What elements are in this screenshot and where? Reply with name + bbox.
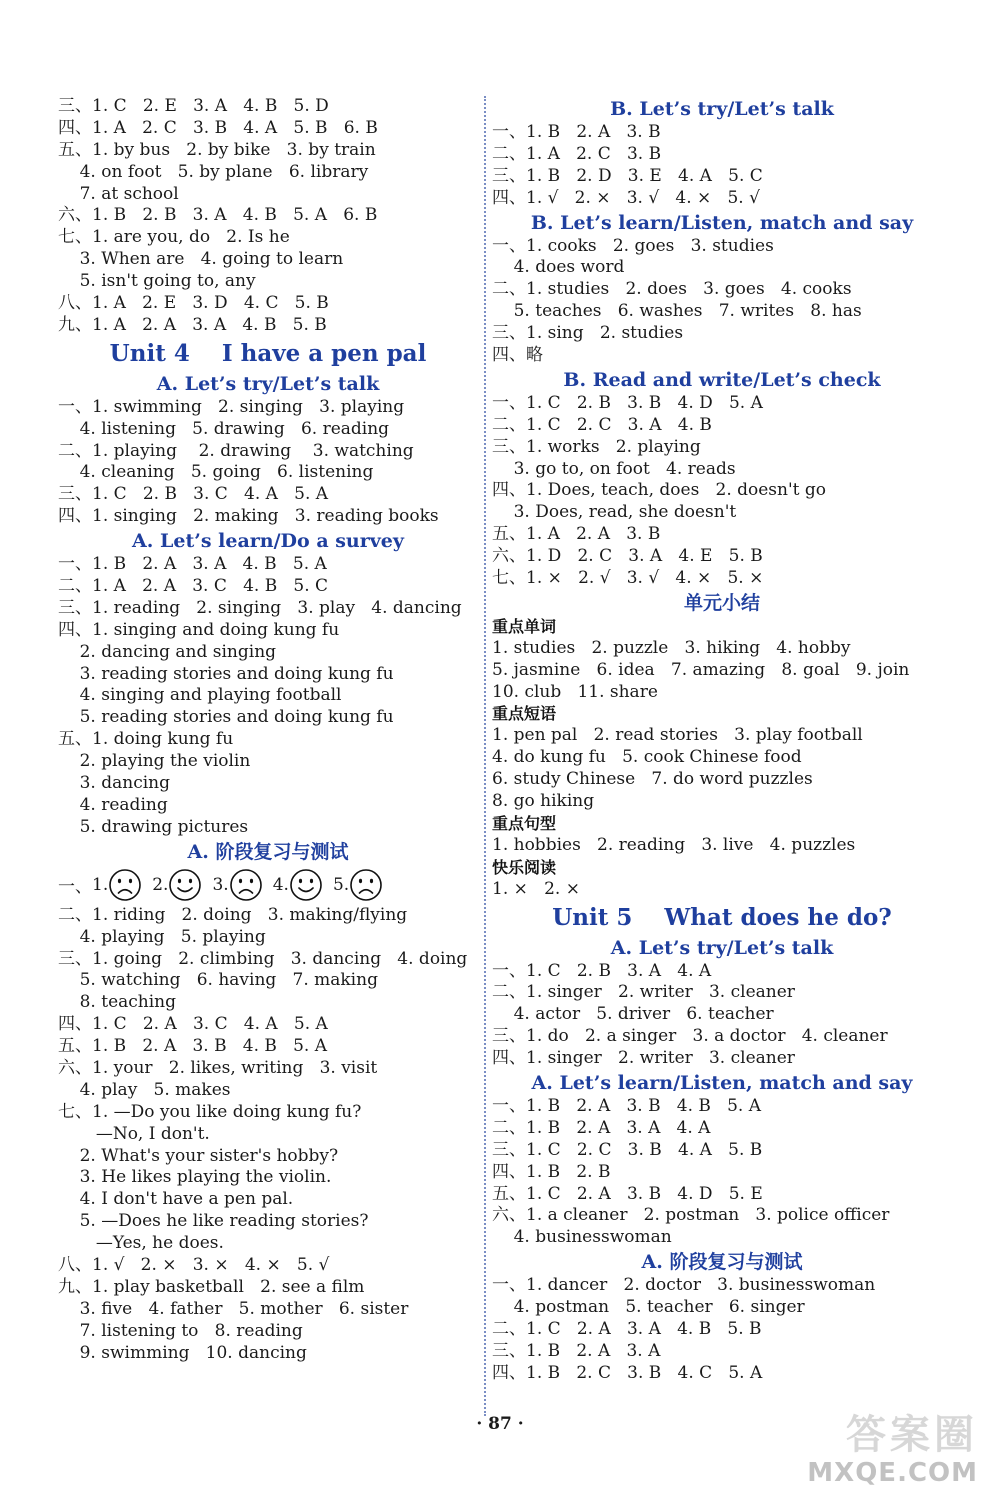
sad-face-icon: [229, 868, 263, 902]
subsection-heading: 重点句型: [492, 813, 557, 833]
answer-line: 4. listening 5. drawing 6. reading: [58, 418, 390, 439]
item-number: 5.: [332, 874, 350, 895]
column-divider: [484, 96, 486, 1416]
sad-face-icon: [108, 868, 142, 902]
answer-line: 6. study Chinese 7. do word puzzles: [492, 769, 813, 790]
answer-line: 1. studies 2. puzzle 3. hiking 4. hobby: [492, 637, 851, 658]
face-answer: [212, 868, 262, 902]
answer-line: 二、1. studies 2. does 3. goes 4. cooks: [492, 279, 852, 300]
answer-line: 四、1. Does, teach, does 2. doesn't go: [492, 480, 826, 501]
answer-line: 4. play 5. makes: [58, 1079, 231, 1100]
answer-line: 4. cleaning 5. going 6. listening: [58, 462, 374, 483]
section-heading: A. Let’s try/Let’s talk: [156, 372, 380, 395]
answer-line: 三、1. going 2. climbing 3. dancing 4. doing: [58, 948, 468, 969]
answer-line: 3. He likes playing the violin.: [58, 1167, 332, 1188]
answer-line: 四、1. B 2. C 3. B 4. C 5. A: [492, 1362, 763, 1383]
answer-line: 七、1. × 2. √ 3. √ 4. × 5. ×: [492, 568, 764, 589]
watermark-url: MXQE.COM: [807, 1458, 978, 1488]
answer-line: 三、1. C 2. B 3. C 4. A 5. A: [58, 484, 329, 505]
answer-line: 4. do kung fu 5. cook Chinese food: [492, 747, 802, 768]
left-column: [58, 96, 478, 1364]
answer-line: 8. teaching: [58, 992, 177, 1013]
answer-line: 5. isn't going to, any: [58, 271, 256, 292]
answer-line: 10. club 11. share: [492, 681, 658, 702]
answer-line: 1. hobbies 2. reading 3. live 4. puzzles: [492, 834, 856, 855]
answer-line: 一、1. C 2. B 3. B 4. D 5. A: [492, 392, 763, 413]
subsection-heading: 重点单词: [492, 616, 557, 636]
answer-line: 三、1. C 2. E 3. A 4. B 5. D: [58, 96, 329, 116]
answer-line: 2. dancing and singing: [58, 641, 277, 662]
answer-line: 4. reading: [58, 794, 168, 815]
answer-line: 五、1. A 2. A 3. B: [492, 524, 661, 545]
answer-line: 5. watching 6. having 7. making: [58, 970, 378, 991]
section-heading: A. Let’s try/Let’s talk: [610, 936, 834, 959]
answer-line: 二、1. riding 2. doing 3. making/flying: [58, 904, 408, 925]
answer-line: 4. playing 5. playing: [58, 926, 266, 947]
section-heading: 单元小结: [683, 591, 760, 614]
answer-line: 2. What's your sister's hobby?: [58, 1145, 339, 1166]
answer-line: 3. reading stories and doing kung fu: [58, 663, 394, 684]
answer-line: 一、1. B 2. A 3. B 4. B 5. A: [492, 1095, 761, 1116]
answer-line: 七、1. are you, do 2. Is he: [58, 227, 290, 248]
section-heading: A. Let’s learn/Do a survey: [132, 530, 404, 553]
section-heading: A. Let’s learn/Listen, match and say: [531, 1071, 913, 1094]
section-heading: A. 阶段复习与测试: [641, 1251, 803, 1274]
answer-line: 二、1. A 2. C 3. B: [492, 143, 662, 164]
answer-line: 三、1. do 2. a singer 3. a doctor 4. cleaner: [492, 1026, 888, 1047]
answer-line: 四、1. √ 2. × 3. √ 4. × 5. √: [492, 187, 760, 208]
answer-line: 5. teaches 6. washes 7. writes 8. has: [492, 301, 862, 322]
answer-line: 5. reading stories and doing kung fu: [58, 707, 394, 728]
unit-title: Unit 5 What does he do?: [552, 903, 892, 931]
subsection-heading: 快乐阅读: [492, 857, 557, 877]
section-heading: B. Let’s try/Let’s talk: [610, 98, 834, 120]
answer-line: 一、1. C 2. B 3. A 4. A: [492, 960, 712, 981]
answer-line: 8. go hiking: [492, 791, 595, 812]
answer-line: 4. on foot 5. by plane 6. library: [58, 161, 369, 182]
face-answer: [92, 868, 142, 902]
answer-line: 六、1. B 2. B 3. A 4. B 5. A 6. B: [58, 205, 378, 226]
face-answer: [152, 868, 202, 902]
happy-face-icon: [289, 868, 323, 902]
section-heading: B. Let’s learn/Listen, match and say: [530, 211, 914, 234]
answer-line: 4. actor 5. driver 6. teacher: [492, 1004, 774, 1025]
answer-line: 二、1. C 2. C 3. A 4. B: [492, 414, 712, 435]
item-number: 1.: [92, 874, 109, 895]
face-answer: [273, 868, 323, 902]
answer-line: 四、1. singing and doing kung fu: [58, 619, 340, 640]
answer-line: 八、1. √ 2. × 3. × 4. × 5. √: [58, 1254, 330, 1275]
item-number: 4.: [272, 874, 289, 895]
answer-line: 四、1. A 2. C 3. B 4. A 5. B 6. B: [58, 117, 378, 138]
answer-line: 三、1. C 2. C 3. B 4. A 5. B: [492, 1139, 763, 1160]
section-heading: A. 阶段复习与测试: [187, 840, 349, 863]
answer-line: 一、1. B 2. A 3. B: [492, 122, 661, 142]
answer-line: 9. swimming 10. dancing: [58, 1342, 307, 1363]
answer-line: 4. singing and playing football: [58, 685, 342, 706]
answer-line: 2. playing the violin: [58, 751, 251, 772]
answer-line: 五、1. by bus 2. by bike 3. by train: [58, 139, 376, 160]
answer-line: 五、1. doing kung fu: [58, 729, 234, 750]
answer-line: 4. businesswoman: [492, 1227, 672, 1248]
answer-line: 7. listening to 8. reading: [58, 1320, 303, 1341]
watermark-logo: 答案圈: [846, 1412, 978, 1458]
answer-line: 六、1. a cleaner 2. postman 3. police officer: [492, 1205, 890, 1226]
answer-line: 3. Does, read, she doesn't: [492, 502, 737, 523]
answer-line: 四、1. singing 2. making 3. reading books: [58, 506, 439, 527]
answer-line: 4. does word: [492, 257, 625, 278]
answer-line: 九、1. A 2. A 3. A 4. B 5. B: [58, 314, 327, 335]
answer-line: 4. I don't have a pen pal.: [58, 1189, 294, 1210]
face-answer: [333, 868, 383, 902]
answer-line: 三、1. reading 2. singing 3. play 4. dancing: [58, 597, 462, 618]
unit-title: Unit 4 I have a pen pal: [109, 339, 427, 367]
answer-line: 五、1. B 2. A 3. B 4. B 5. A: [58, 1036, 327, 1057]
answer-line: 一、1. swimming 2. singing 3. playing: [58, 396, 405, 417]
page-number: · 87 ·: [476, 1414, 524, 1434]
answer-line: 一、1. dancer 2. doctor 3. businesswoman: [492, 1275, 876, 1296]
item-number: 2.: [152, 874, 169, 895]
answer-line: 一、1. cooks 2. goes 3. studies: [492, 235, 774, 256]
face-answer-row: [58, 865, 478, 905]
answer-line: —Yes, he does.: [58, 1233, 224, 1254]
answer-line: 5. —Does he like reading stories?: [58, 1211, 369, 1232]
answer-line: 七、1. —Do you like doing kung fu?: [58, 1101, 362, 1122]
subsection-heading: 重点短语: [492, 704, 557, 724]
answer-line: 4. postman 5. teacher 6. singer: [492, 1297, 805, 1318]
answer-line: 二、1. singer 2. writer 3. cleaner: [492, 982, 795, 1003]
answer-line: 三、1. works 2. playing: [492, 436, 701, 457]
answer-line: 四、1. singer 2. writer 3. cleaner: [492, 1048, 795, 1069]
answer-line: 八、1. A 2. E 3. D 4. C 5. B: [58, 293, 329, 314]
answer-line: 三、1. sing 2. studies: [492, 323, 684, 344]
answer-line: 二、1. playing 2. drawing 3. watching: [58, 440, 414, 461]
answer-line: 1. pen pal 2. read stories 3. play football: [492, 725, 863, 746]
answer-line: 五、1. C 2. A 3. B 4. D 5. E: [492, 1183, 763, 1204]
answer-line: 三、1. B 2. D 3. E 4. A 5. C: [492, 165, 763, 186]
section-heading: B. Read and write/Let’s check: [563, 368, 881, 391]
answer-line: 5. drawing pictures: [58, 816, 249, 837]
answer-line: 二、1. B 2. A 3. A 4. A: [492, 1117, 711, 1138]
sad-face-icon: [349, 868, 383, 902]
answer-line: 三、1. B 2. A 3. A: [492, 1340, 661, 1361]
answer-line: 一、1. B 2. A 3. A 4. B 5. A: [58, 554, 327, 575]
question-number: 一、: [58, 877, 92, 898]
right-column: [492, 96, 952, 1385]
answer-line: 九、1. play basketball 2. see a film: [58, 1276, 365, 1297]
answer-line: 3. dancing: [58, 773, 170, 794]
answer-line: 3. When are 4. going to learn: [58, 249, 344, 270]
answer-line: 7. at school: [58, 183, 179, 204]
answer-line: 四、1. B 2. B: [492, 1161, 611, 1182]
answer-line: 3. five 4. father 5. mother 6. sister: [58, 1298, 409, 1319]
answer-line: 3. go to, on foot 4. reads: [492, 458, 736, 479]
answer-line: —No, I don't.: [58, 1123, 210, 1144]
answer-line: 六、1. your 2. likes, writing 3. visit: [58, 1057, 378, 1078]
answer-line: 1. × 2. ×: [492, 878, 580, 899]
happy-face-icon: [168, 868, 202, 902]
answer-line: 四、略: [492, 345, 543, 366]
answer-line: 六、1. D 2. C 3. A 4. E 5. B: [492, 546, 763, 567]
item-number: 3.: [212, 874, 229, 895]
answer-line: 四、1. C 2. A 3. C 4. A 5. A: [58, 1014, 328, 1035]
answer-line: 5. jasmine 6. idea 7. amazing 8. goal 9. join: [492, 659, 910, 680]
answer-line: 二、1. C 2. A 3. A 4. B 5. B: [492, 1318, 762, 1339]
answer-line: 二、1. A 2. A 3. C 4. B 5. C: [58, 576, 329, 597]
